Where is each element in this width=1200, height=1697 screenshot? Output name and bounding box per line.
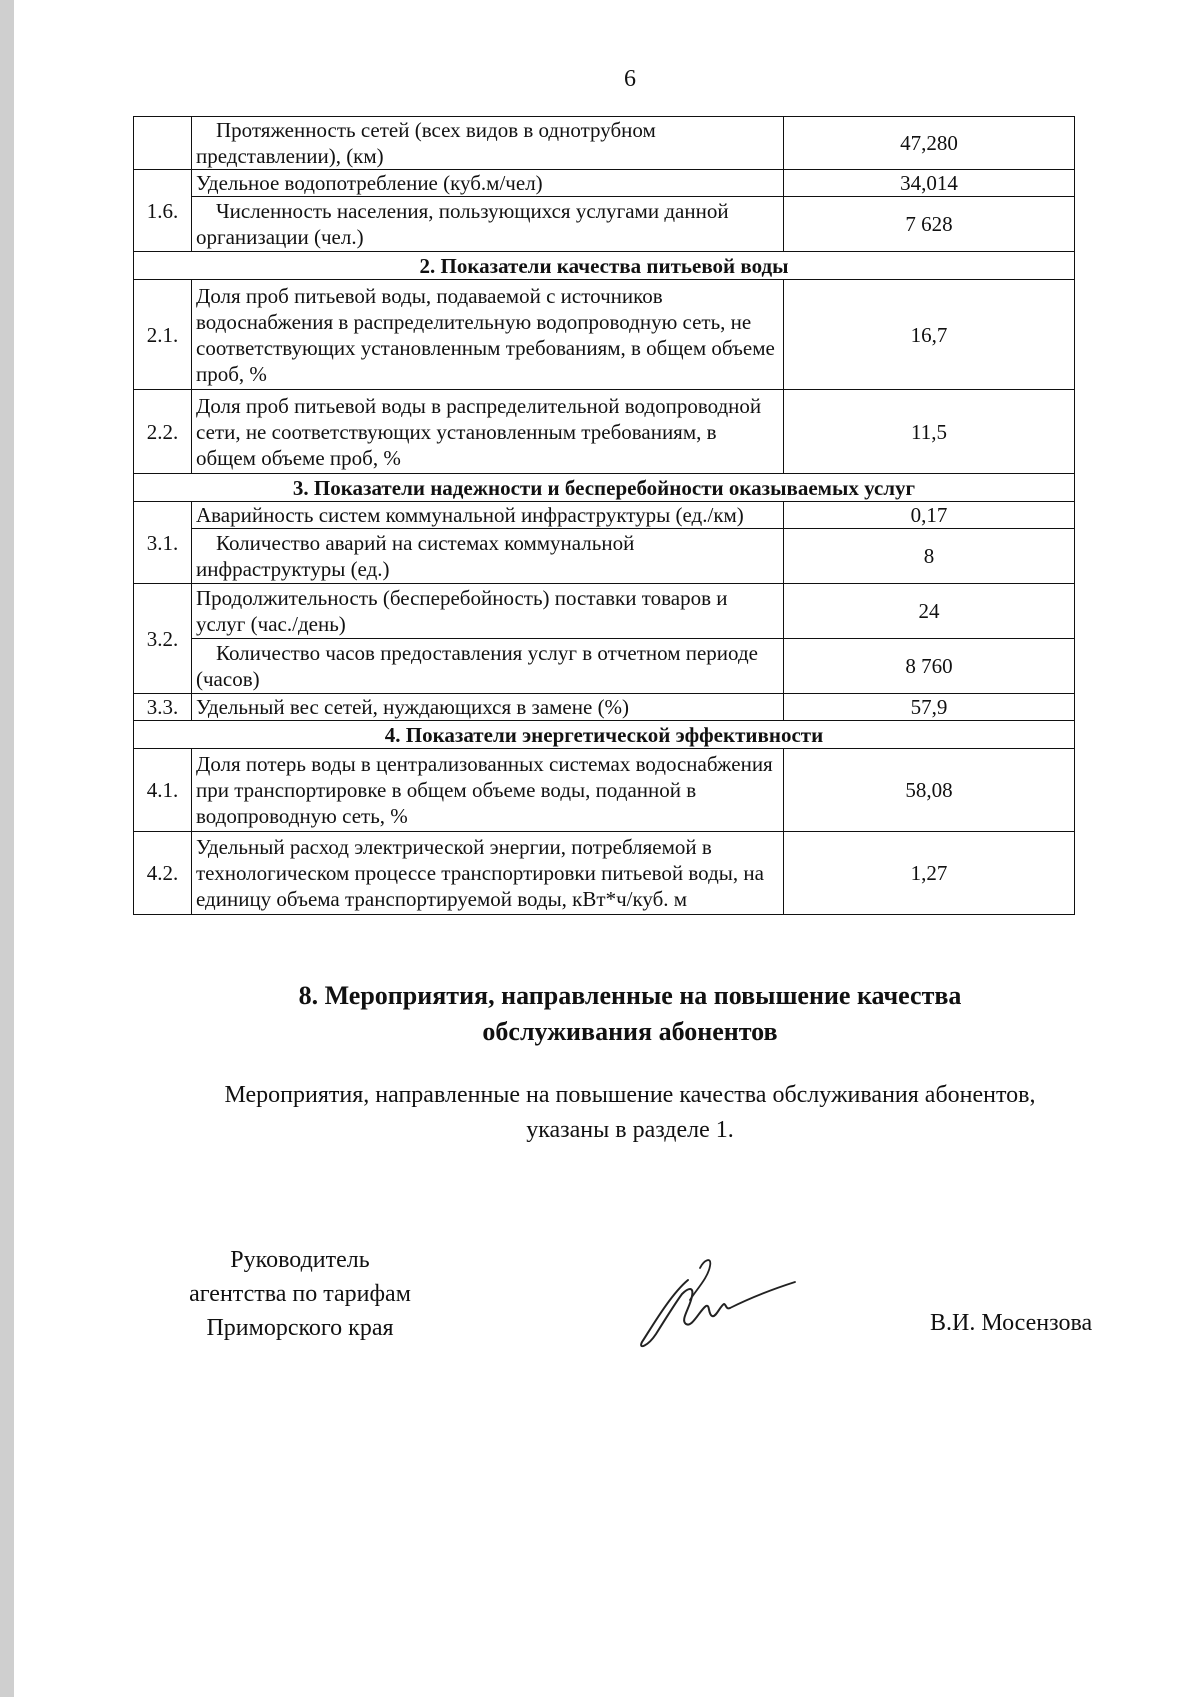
row-value: 57,9 [784, 694, 1075, 721]
row-description: Доля проб питьевой воды в распределительной водопроводной сети, не соответствующих установленным требованиям, в общем объеме проб, % [192, 390, 784, 474]
table-row [134, 694, 1075, 721]
signatory-name: В.И. Мосензова [930, 1310, 1093, 1336]
section-heading: 4. Показатели энергетической эффективности [134, 721, 1075, 749]
row-value: 16,7 [784, 280, 1075, 390]
signatory-title-line: Руководитель [230, 1247, 370, 1273]
row-description: Аварийность систем коммунальной инфраструктуры (ед./км) [192, 502, 784, 529]
handwritten-signature [630, 1250, 800, 1360]
table-row [134, 280, 1075, 390]
row-description: Протяженность сетей (всех видов в однотрубном представлении), (км) [192, 117, 784, 170]
body-line: Мероприятия, направленные на повышение качества обслуживания абонентов, [224, 1082, 1036, 1108]
row-number: 4.2. [134, 832, 192, 915]
indicators-table [133, 116, 1075, 915]
section-heading: 3. Показатели надежности и бесперебойности оказываемых услуг [134, 474, 1075, 502]
row-value: 24 [784, 584, 1075, 639]
body-line: указаны в разделе 1. [526, 1117, 734, 1143]
row-value: 47,280 [784, 117, 1075, 170]
row-number: 3.2. [134, 584, 192, 694]
table-row [134, 197, 1075, 252]
row-number: 3.3. [134, 694, 192, 721]
table-row [134, 117, 1075, 170]
table-row [134, 529, 1075, 584]
row-value: 8 [784, 529, 1075, 584]
row-number: 4.1. [134, 749, 192, 832]
row-description: Количество часов предоставления услуг в отчетном периоде (часов) [192, 639, 784, 694]
row-description: Доля потерь воды в централизованных системах водоснабжения при транспортировке в общем объеме воды, поданной в водопроводную сеть, % [192, 749, 784, 832]
row-number: 2.1. [134, 280, 192, 390]
section-8-heading [150, 978, 1110, 1050]
row-number: 3.1. [134, 502, 192, 584]
heading-line: обслуживания абонентов [482, 1017, 778, 1046]
table-row [134, 390, 1075, 474]
row-value: 58,08 [784, 749, 1075, 832]
table-row [134, 639, 1075, 694]
row-description: Количество аварий на системах коммунальной инфраструктуры (ед.) [192, 529, 784, 584]
row-description: Удельное водопотребление (куб.м/чел) [192, 170, 784, 197]
row-number [134, 117, 192, 170]
section-8-body [130, 1078, 1130, 1148]
row-number: 2.2. [134, 390, 192, 474]
section-row [134, 252, 1075, 280]
section-heading: 2. Показатели качества питьевой воды [134, 252, 1075, 280]
row-description: Удельный вес сетей, нуждающихся в замене (%) [192, 694, 784, 721]
row-description: Численность населения, пользующихся услугами данной организации (чел.) [192, 197, 784, 252]
row-description: Удельный расход электрической энергии, потребляемой в технологическом процессе транспортировки питьевой воды, на единицу объема транспортируемой воды, кВт*ч/куб. м [192, 832, 784, 915]
row-value: 7 628 [784, 197, 1075, 252]
heading-line: 8. Мероприятия, направленные на повышение качества [298, 981, 962, 1010]
section-row [134, 474, 1075, 502]
signatory-title-line: агентства по тарифам [189, 1281, 411, 1307]
section-row [134, 721, 1075, 749]
row-description: Продолжительность (бесперебойность) поставки товаров и услуг (час./день) [192, 584, 784, 639]
table-row [134, 584, 1075, 639]
table-row [134, 832, 1075, 915]
table-row [134, 502, 1075, 529]
row-value: 8 760 [784, 639, 1075, 694]
scan-edge [0, 0, 14, 1697]
page-number: 6 [624, 66, 636, 92]
row-value: 11,5 [784, 390, 1075, 474]
row-value: 0,17 [784, 502, 1075, 529]
table-row [134, 170, 1075, 197]
row-number: 1.6. [134, 170, 192, 252]
signatory-title [170, 1243, 430, 1345]
row-description: Доля проб питьевой воды, подаваемой с источников водоснабжения в распределительную водопроводную сеть, не соответствующих установленным требованиям, в общем объеме проб, % [192, 280, 784, 390]
row-value: 1,27 [784, 832, 1075, 915]
table-row [134, 749, 1075, 832]
row-value: 34,014 [784, 170, 1075, 197]
signatory-title-line: Приморского края [206, 1315, 394, 1341]
